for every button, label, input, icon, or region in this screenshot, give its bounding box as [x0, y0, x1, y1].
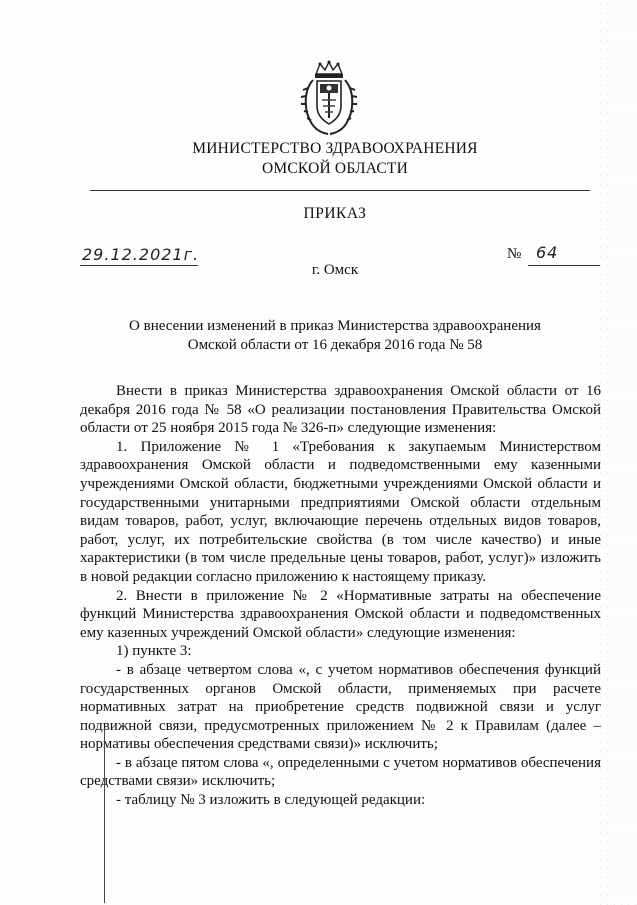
ministry-name-line2: ОМСКОЙ ОБЛАСТИ — [262, 160, 408, 177]
body-paragraph: - в абзаце четвертом слова «, с учетом нормативов обеспечения функций государственных органов Омской области, применяемых при расчете нормативных затрат на приобретение средств подвижной связи и услуг подвижной связи, предусмотренных приложением № 2 к Правилам (далее – нормативы обеспечения средствами связи)» исключить; — [80, 661, 601, 753]
body-paragraph: Внести в приказ Министерства здравоохранения Омской области от 16 декабря 2016 года № 58 «О реализации постановления Правительства Омской области от 25 ноября 2015 года № 326-п» следующие изменения: — [80, 383, 601, 437]
scan-noise — [597, 0, 637, 905]
header-divider — [90, 190, 590, 191]
handwritten-date: 29.12.2021г. — [82, 245, 200, 264]
body-paragraph: 1. Приложение № 1 «Требования к закупаемым Министерством здравоохранения Омской области и подведомственными ему казенными учреждениями Омской области, бюджетными учреждениями Омской области и государственными унитарными предприятиями Омской области отдельным видам товаров, работ, услуг, включающие перечень отдельных видов товаров, работ, услуг, их потребительские свойства (в том числе качество) и иные характеристики (в том числе предельные цены товаров, работ, услуг)» изложить в новой редакции согласно приложению к настоящему приказу. — [80, 438, 601, 585]
ministry-name-line1: МИНИСТЕРСТВО ЗДРАВООХРАНЕНИЯ — [192, 140, 478, 157]
margin-mark — [104, 728, 105, 903]
coat-of-arms-icon — [298, 60, 360, 136]
city-label: г. Омск — [311, 262, 359, 278]
order-body — [80, 382, 601, 810]
body-paragraph: 1) пункте 3: — [116, 643, 192, 660]
document-type-title: ПРИКАЗ — [303, 205, 367, 222]
number-label: № — [507, 246, 522, 262]
body-paragraph: - в абзаце пятом слова «, определенными с учетом нормативов обеспечения средствами связи» исключить; — [80, 754, 601, 790]
subject-line2: Омской области от 16 декабря 2016 года № 58 — [187, 337, 483, 353]
body-paragraph: - таблицу № 3 изложить в следующей редакции: — [116, 792, 426, 809]
subject-line1: О внесении изменений в приказ Министерства здравоохранения — [129, 318, 541, 334]
body-paragraph: 2. Внести в приложение № 2 «Нормативные затраты на обеспечение функций Министерства здравоохранения Омской области и подведомственных ему казенных учреждений Омской области» следующие изменения: — [80, 587, 601, 641]
handwritten-number: 64 — [536, 243, 559, 262]
